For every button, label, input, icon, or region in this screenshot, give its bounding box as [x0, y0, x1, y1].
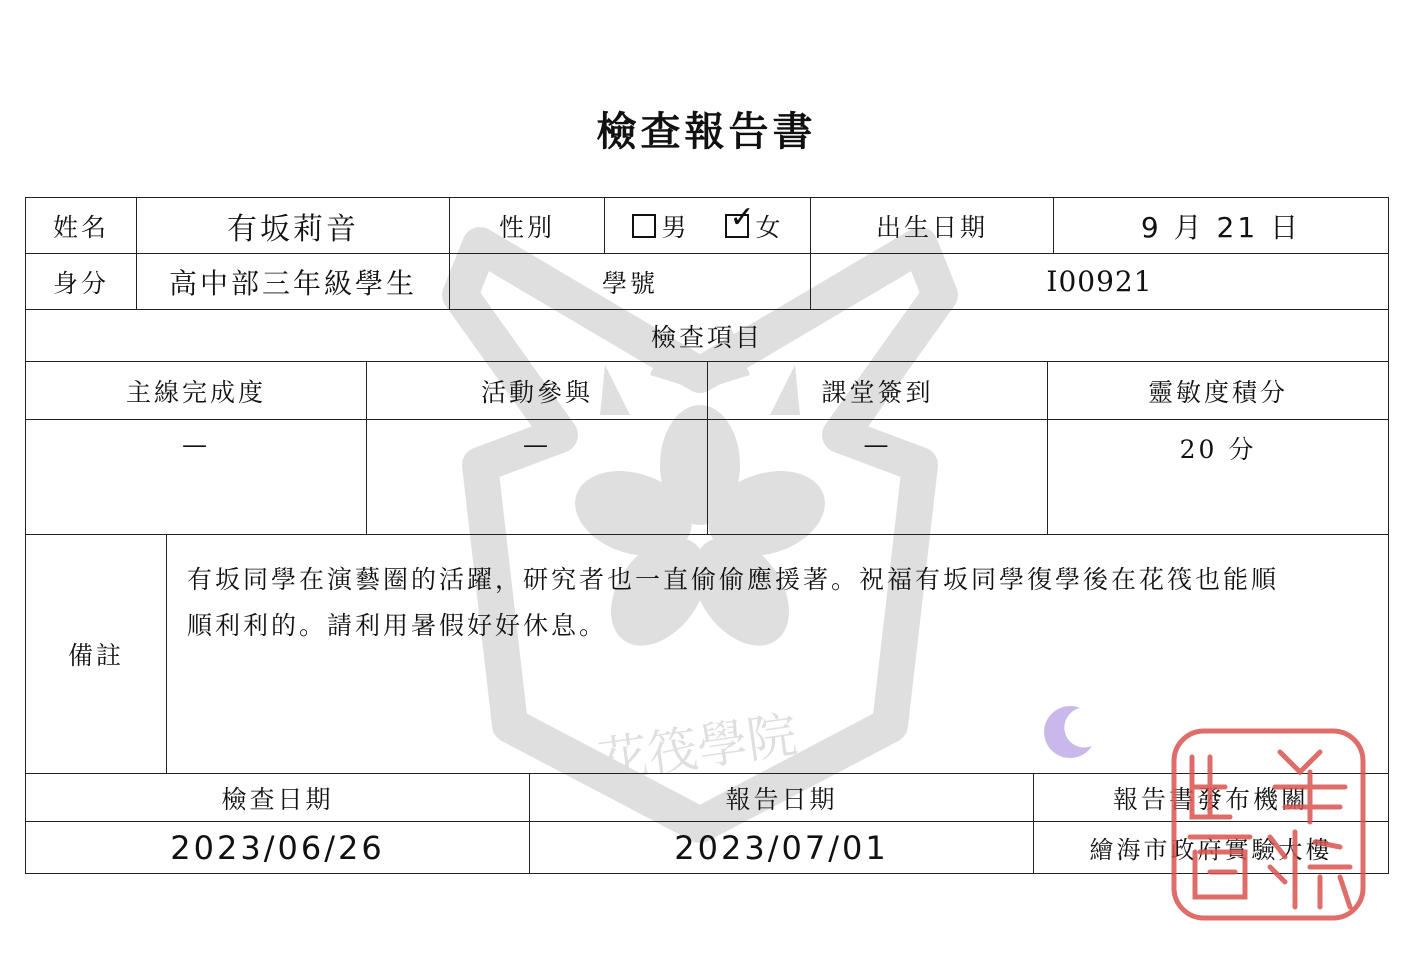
- check-date-label: 檢查日期: [26, 774, 530, 822]
- check-item-label: 活動參與: [367, 362, 708, 420]
- gender-label: 性別: [450, 198, 605, 254]
- check-item-value: —: [26, 420, 367, 535]
- remarks-line: 順利利的。請利用暑假好好休息。: [187, 611, 608, 640]
- check-item-label: 靈敏度積分: [1048, 362, 1389, 420]
- identity-label: 身分: [26, 254, 137, 310]
- official-seal-icon: [1170, 727, 1367, 922]
- check-item-value: 20 分: [1048, 420, 1389, 535]
- report-date-label: 報告日期: [530, 774, 1034, 822]
- check-item-value: —: [708, 420, 1048, 535]
- check-item-label: 課堂簽到: [708, 362, 1048, 420]
- gender-male-checkbox[interactable]: [632, 214, 656, 238]
- dob-label: 出生日期: [811, 198, 1054, 254]
- page-title: 檢查報告書: [596, 108, 817, 155]
- issuer-value: 繪海市政府實驗大樓: [1034, 822, 1389, 874]
- dob-value: 9 月 21 日: [1054, 198, 1389, 254]
- personal-info-table: [25, 197, 1389, 362]
- report-date-value: 2023/07/01: [530, 822, 1034, 874]
- gender-female-checkbox[interactable]: [725, 199, 758, 238]
- check-item-label: 主線完成度: [26, 362, 367, 420]
- student-id-value: I00921: [811, 254, 1389, 310]
- remarks-line: 有坂同學在演藝圈的活躍，研究者也一直偷偷應援著。祝福有坂同學復學後在花筏也能順: [187, 565, 1280, 594]
- check-section-header: 檢查項目: [26, 310, 1389, 362]
- watermark-text: 花筏學院: [594, 705, 801, 791]
- check-items-table: [25, 361, 1389, 535]
- identity-value: 高中部三年級學生: [137, 254, 450, 310]
- check-item-value: —: [367, 420, 708, 535]
- name-value: 有坂莉音: [137, 198, 450, 254]
- crescent-moon-icon: [1040, 702, 1098, 760]
- student-id-label: 學號: [450, 254, 811, 310]
- issuer-label: 報告書發布機關: [1034, 774, 1389, 822]
- gender-male-label: 男: [661, 212, 690, 242]
- gender-options: [605, 198, 811, 254]
- check-mark-icon: ✓: [729, 199, 758, 235]
- check-date-value: 2023/06/26: [26, 822, 530, 874]
- remarks-label: 備註: [26, 535, 167, 774]
- name-label: 姓名: [26, 198, 137, 254]
- gender-female-label: 女: [755, 212, 784, 242]
